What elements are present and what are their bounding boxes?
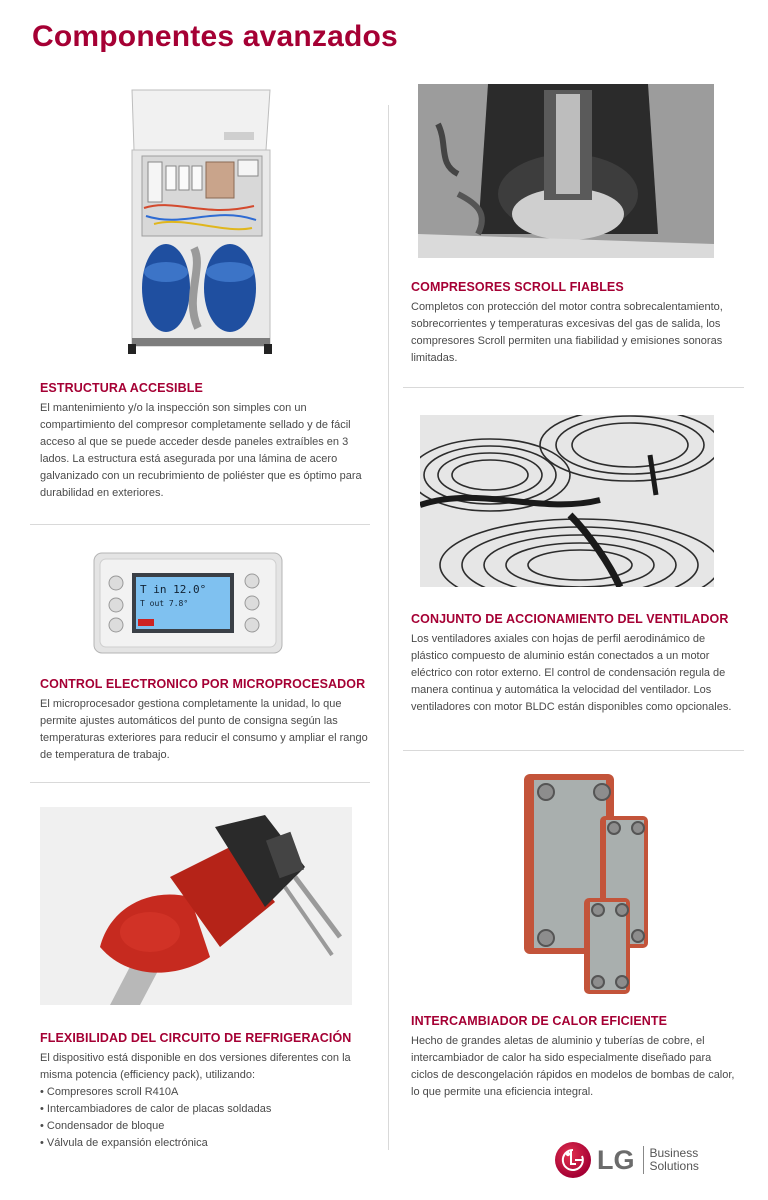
- list-item: • Válvula de expansión electrónica: [40, 1135, 370, 1152]
- scroll-compressor-image: [418, 84, 714, 258]
- section-title: INTERCAMBIADOR DE CALOR EFICIENTE: [411, 1014, 668, 1028]
- section-control-electronico: [40, 677, 370, 764]
- list-item: • Intercambiadores de calor de placas soldadas: [40, 1101, 370, 1118]
- logo-separator: [643, 1146, 644, 1174]
- section-body: El microprocesador gestiona completamente la unidad, lo que permite ajustes automáticos del punto de consigna según las temperaturas exteriores para reducir el consumo y ampliar el rango de temperatura de trabajo.: [40, 698, 368, 761]
- page-title: Componentes avanzados: [32, 20, 398, 53]
- section-estructura-accesible: [40, 381, 370, 502]
- lg-logo: [555, 1142, 699, 1178]
- row-divider: [30, 524, 370, 525]
- section-body: Los ventiladores axiales con hojas de perfil aerodinámico de plástico compuesto de aluminio están conectados a un motor eléctrico con rotor externo. El control de condensación regula de manera continua y automática la velocidad del ventilador. Los ventiladores con motor BLDC están disponibles como opcionales.: [411, 633, 732, 713]
- section-body: Completos con protección del motor contra sobrecalentamiento, sobrecorrientes y temperaturas excesivas del gas de salida, los compresores Scroll permiten una fiabilidad y emisiones sonoras limitadas.: [411, 301, 723, 364]
- row-divider: [403, 387, 744, 388]
- section-title: CONJUNTO DE ACCIONAMIENTO DEL VENTILADOR: [411, 612, 729, 626]
- section-body: Hecho de grandes aletas de aluminio y tuberías de cobre, el intercambiador de calor ha sido especialmente diseñado para ciclos de descongelación rápidos en modelos de bombas de calor, lo que permite una eficiencia integral.: [411, 1035, 735, 1098]
- feature-list: [40, 1084, 370, 1152]
- section-intercambiador-calor: [411, 1014, 741, 1101]
- list-item: • Compresores scroll R410A: [40, 1084, 370, 1101]
- controller-display-line1: T in 12.0°: [140, 583, 207, 596]
- heat-exchanger-image: [518, 770, 652, 998]
- lg-face-icon: [555, 1142, 591, 1178]
- section-intro: El dispositivo está disponible en dos versiones diferentes con la misma potencia (efficiency pack), utilizando:: [40, 1052, 351, 1081]
- row-divider: [30, 782, 370, 783]
- section-title: CONTROL ELECTRONICO POR MICROPROCESADOR: [40, 677, 366, 691]
- controller-display-line2: T out 7.8°: [140, 599, 189, 608]
- fan-assembly-image: [420, 415, 714, 587]
- section-title: COMPRESORES SCROLL FIABLES: [411, 280, 624, 294]
- section-body: El mantenimiento y/o la inspección son simples con un compartimiento del compresor completamente sellado y de fácil acceso al que se puede acceder desde paneles extraíbles en 3 lados. La estructura está asegurada por una lámina de acero galvanizado con un recubrimiento de poliéster que es óptimo para durabilidad en exteriores.: [40, 402, 362, 499]
- row-divider: [403, 750, 744, 751]
- logo-subtitle: [650, 1147, 699, 1173]
- list-item: • Condensador de bloque: [40, 1118, 370, 1135]
- unit-cabinet-image: [124, 88, 274, 356]
- section-body: [40, 1050, 370, 1152]
- section-conjunto-ventilador: [411, 612, 741, 716]
- section-flexibilidad-circuito: [40, 1031, 370, 1152]
- column-divider: [388, 105, 389, 1150]
- section-compresores-scroll: [411, 280, 741, 367]
- logo-brand: LG: [597, 1144, 635, 1175]
- section-title: ESTRUCTURA ACCESIBLE: [40, 381, 203, 395]
- section-title: FLEXIBILIDAD DEL CIRCUITO DE REFRIGERACIÓN: [40, 1031, 352, 1045]
- expansion-valve-image: [40, 807, 352, 1005]
- logo-subtitle-line2: Solutions: [649, 1159, 699, 1173]
- controller-image: [92, 549, 284, 657]
- logo-subtitle-line1: Business: [649, 1146, 699, 1160]
